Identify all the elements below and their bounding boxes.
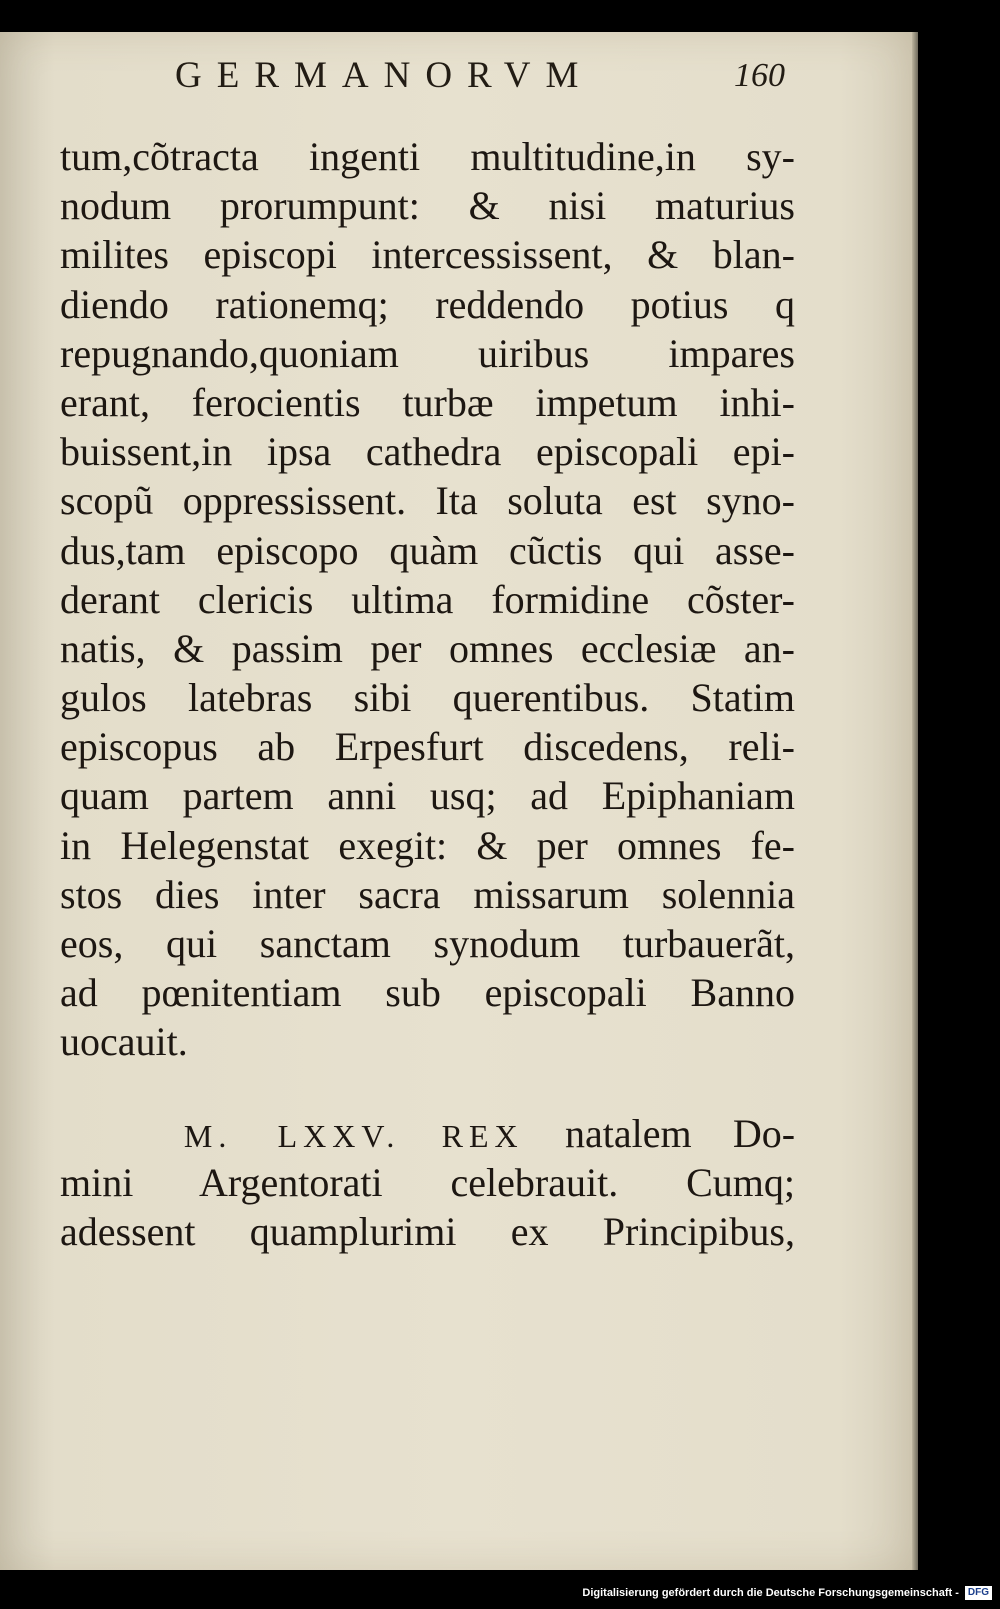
text-line bbox=[60, 1109, 795, 1158]
text-line: eos, qui sanctam synodum turbauerãt, bbox=[60, 921, 795, 966]
text-line: tum,cõtracta ingenti multitudine,in sy- bbox=[60, 134, 795, 179]
text-line: derant clericis ultima formidine cõster- bbox=[60, 576, 795, 622]
text-line: episcopus ab Erpesfurt discedens, reli- bbox=[60, 724, 795, 770]
text-line: buissent,in ipsa cathedra episcopali epi- bbox=[60, 429, 795, 475]
text-line: in Helegenstat exegit: & per omnes fe- bbox=[60, 822, 795, 868]
text-line: gulos latebras sibi querentibus. Statim bbox=[60, 675, 795, 721]
text-line: dus,tam episcopo quàm cũctis qui asse- bbox=[60, 527, 795, 573]
year-marker: M. LXXV. bbox=[183, 1118, 401, 1154]
text-line: adessent quamplurimi ex Principibus, bbox=[60, 1209, 795, 1255]
text-line: mini Argentorati celebrauit. Cumq; bbox=[60, 1160, 795, 1206]
digitization-footer bbox=[582, 1581, 992, 1605]
text-line: milites episcopi intercessissent, & blan- bbox=[60, 232, 795, 278]
text-line: quam partem anni usq; ad Epiphaniam bbox=[60, 773, 795, 819]
text-line: repugnando,quoniam uiribus impares bbox=[60, 330, 795, 376]
text-line: natis, & passim per omnes ecclesiæ an- bbox=[60, 625, 795, 671]
text-line: scopũ oppressissent. Ita soluta est syno- bbox=[60, 478, 795, 524]
paragraph-1 bbox=[60, 132, 795, 1067]
footer-credit: Digitalisierung gefördert durch die Deutsche Forschungsgemeinschaft - bbox=[582, 1587, 959, 1599]
text-line: nodum prorumpunt: & nisi maturius bbox=[60, 183, 795, 229]
text-line: erant, ferocientis turbæ impetum inhi- bbox=[60, 379, 795, 425]
text-line: ad pœnitentiam sub episcopali Banno bbox=[60, 970, 795, 1016]
paragraph-2 bbox=[60, 1109, 795, 1257]
dfg-logo: DFG bbox=[965, 1586, 992, 1600]
rex-word: REX bbox=[441, 1118, 524, 1154]
text-line: uocauit. bbox=[60, 1019, 188, 1065]
text-fragment: natalem Do- bbox=[564, 1111, 795, 1156]
text-line: stos dies inter sacra missarum solennia bbox=[60, 871, 795, 917]
text-line: diendo rationemq; reddendo potius q bbox=[60, 281, 795, 327]
running-head: GERMANORVM bbox=[175, 55, 594, 96]
page-header bbox=[175, 52, 785, 100]
page-edge bbox=[912, 32, 918, 1570]
page-number: 160 bbox=[734, 57, 785, 94]
